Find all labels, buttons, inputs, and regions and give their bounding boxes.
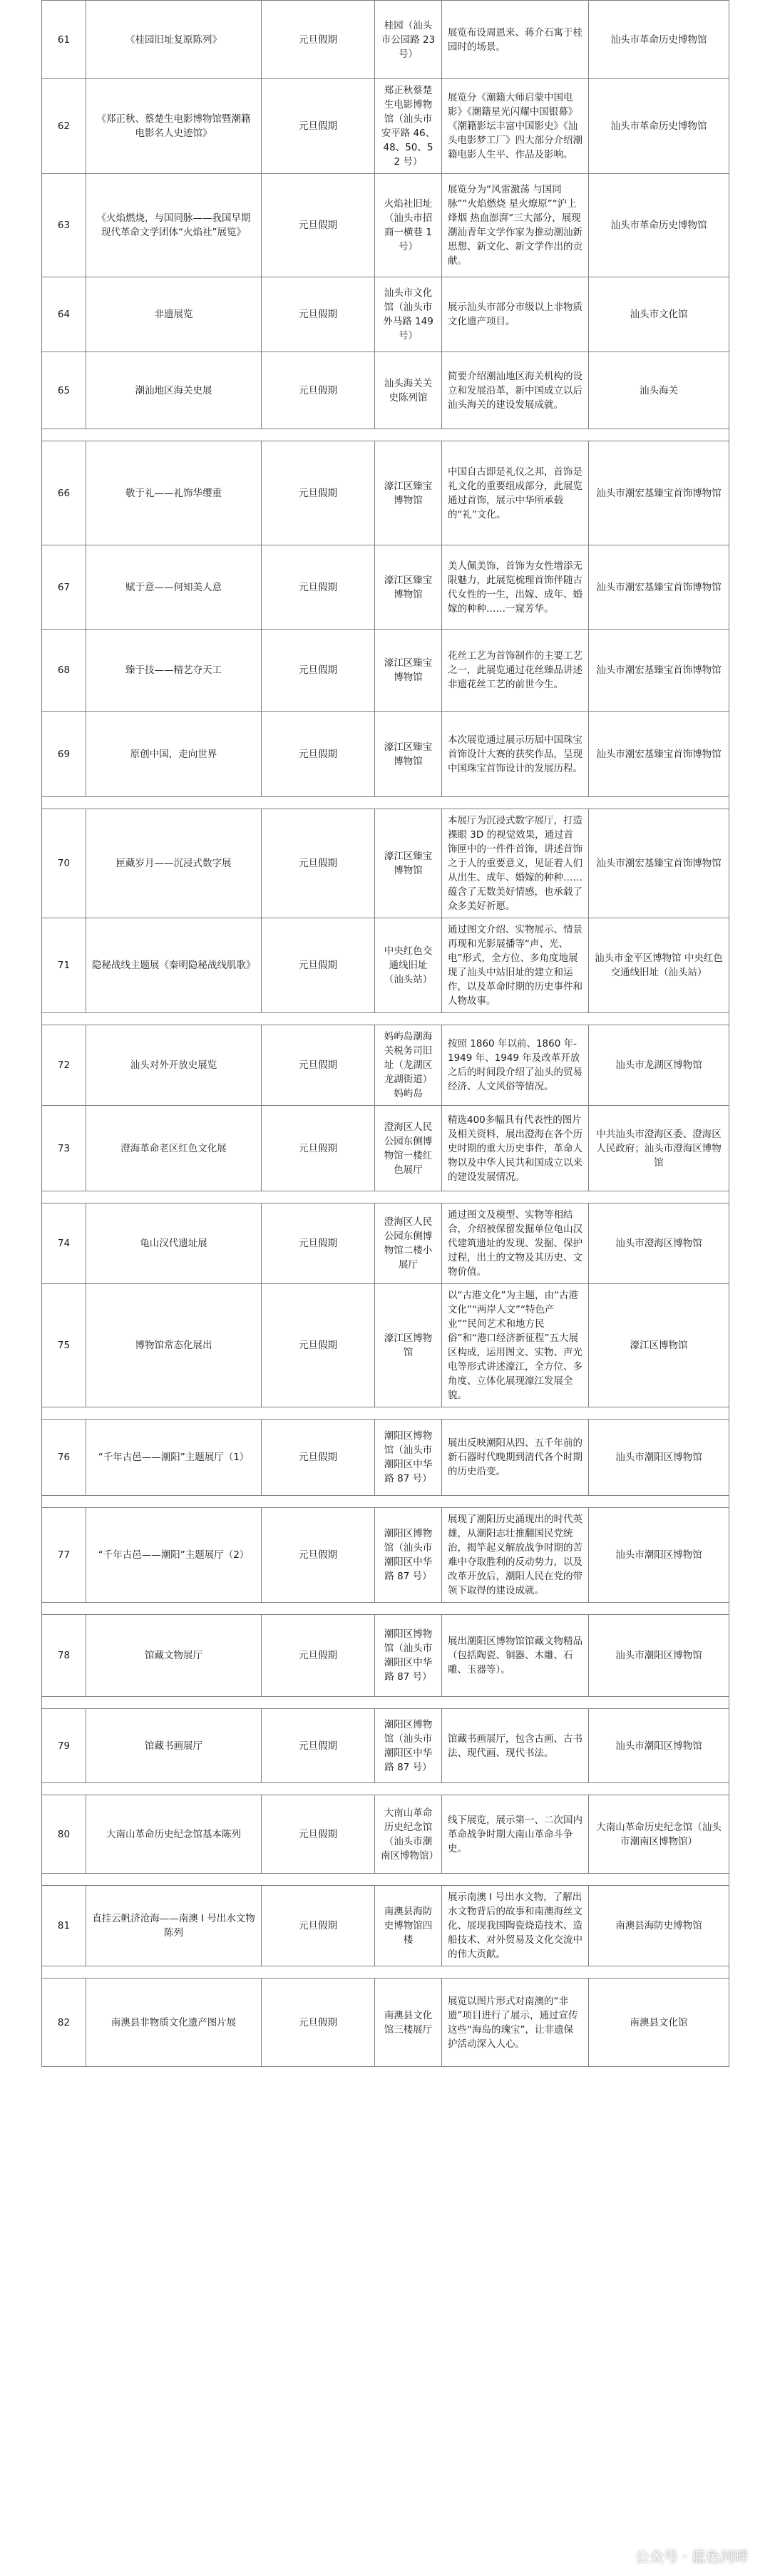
row-divider <box>42 1407 729 1420</box>
exhibition-time: 元旦假期 <box>262 1204 375 1284</box>
divider-line <box>42 1496 729 1508</box>
exhibition-name: 澄海革命老区红色文化展 <box>86 1106 262 1191</box>
row-divider <box>42 429 729 441</box>
table-row <box>42 1 729 79</box>
exhibition-name: 馆藏文物展厅 <box>86 1615 262 1697</box>
exhibition-description: 展示汕头市部分市级以上非物质文化遗产项目。 <box>442 277 589 352</box>
exhibition-location: 潮阳区博物馆（汕头市潮阳区中华路 87 号） <box>375 1420 442 1496</box>
exhibition-name: 南澳县非物质文化遗产图片展 <box>86 1979 262 2067</box>
exhibition-time: 元旦假期 <box>262 712 375 797</box>
exhibition-location: 汕头海关关史陈列馆 <box>375 352 442 429</box>
exhibition-time: 元旦假期 <box>262 352 375 429</box>
table-row <box>42 809 729 918</box>
exhibition-time: 元旦假期 <box>262 1025 375 1106</box>
exhibition-description: 展览分为“风雷激荡 与国同脉”“火焰燃烧 星火燎原”“沪上烽烟 热血澎湃”三大部分，展现潮汕青年文学作家为推动潮汕新思想、新文化、新文学作出的贡献。 <box>442 174 589 277</box>
table-row <box>42 1025 729 1106</box>
row-number: 82 <box>42 1979 86 2067</box>
organizer: 中共汕头市澄海区委、澄海区人民政府；汕头市澄海区博物馆 <box>589 1106 729 1191</box>
divider-line <box>42 1783 729 1795</box>
exhibition-description: 中国自古即是礼仪之邦，首饰是礼文化的重要组成部分，此展览通过首饰，展示中华所承载的“礼”文化。 <box>442 441 589 545</box>
exhibition-description: 展出反映潮阳从四、五千年前的新石器时代晚期到清代各个时期的历史沿变。 <box>442 1420 589 1496</box>
exhibition-time: 元旦假期 <box>262 1106 375 1191</box>
exhibition-description: 美人佩美饰，首饰为女性增添无限魅力，此展览梳理首饰伴随古代女性的一生，出嫁、成年、婚嫁的种种……一窥芳华。 <box>442 545 589 630</box>
exhibition-description: 花丝工艺为首饰制作的主要工艺之一，此展览通过花丝臻品讲述非遗花丝工艺的前世今生。 <box>442 630 589 712</box>
exhibition-name: 原创中国，走向世界 <box>86 712 262 797</box>
exhibition-name: 臻于技——精艺夺天工 <box>86 630 262 712</box>
organizer: 汕头海关 <box>589 352 729 429</box>
exhibition-location: 濠江区臻宝博物馆 <box>375 712 442 797</box>
row-number: 64 <box>42 277 86 352</box>
exhibition-name: “千年古邑——潮阳”主题展厅（2） <box>86 1508 262 1603</box>
exhibition-description: 线下展览，展示第一、二次国内革命战争时期大南山革命斗争史。 <box>442 1795 589 1874</box>
exhibition-description: 展示南澳 I 号出水文物，了解出水文物背后的故事和南澳海丝文化、展现我国陶瓷烧造技术、造船技术、对外贸易及文化交流中的伟大贡献。 <box>442 1886 589 1966</box>
exhibition-location: 南澳县海防史博物馆四楼 <box>375 1886 442 1966</box>
exhibition-time: 元旦假期 <box>262 1886 375 1966</box>
divider-line <box>42 1966 729 1979</box>
exhibition-name: 匣藏岁月——沉浸式数字展 <box>86 809 262 918</box>
divider-line <box>42 429 729 441</box>
divider-line <box>42 1697 729 1709</box>
table-row <box>42 1106 729 1191</box>
table-row <box>42 1615 729 1697</box>
exhibition-time: 元旦假期 <box>262 630 375 712</box>
exhibition-time: 元旦假期 <box>262 918 375 1013</box>
divider-line <box>42 1407 729 1420</box>
exhibition-name: 直挂云帆济沧海——南澳 I 号出水文物陈列 <box>86 1886 262 1966</box>
row-divider <box>42 1603 729 1615</box>
row-number: 66 <box>42 441 86 545</box>
exhibition-name: 非遗展览 <box>86 277 262 352</box>
organizer: 汕头市革命历史博物馆 <box>589 79 729 174</box>
exhibition-name: “千年古邑——潮阳”主题展厅（1） <box>86 1420 262 1496</box>
organizer: 汕头市革命历史博物馆 <box>589 1 729 79</box>
table-row <box>42 1284 729 1407</box>
table-row <box>42 1886 729 1966</box>
exhibition-name: 隐秘战线主题展《秦明隐秘战线肌歌》 <box>86 918 262 1013</box>
table-row <box>42 79 729 174</box>
organizer: 汕头市革命历史博物馆 <box>589 174 729 277</box>
row-number: 72 <box>42 1025 86 1106</box>
row-divider <box>42 1783 729 1795</box>
table-body <box>42 1 729 2067</box>
exhibition-name: 《郑正秋、蔡楚生电影博物馆暨潮籍电影名人史迹馆》 <box>86 79 262 174</box>
row-divider <box>42 797 729 809</box>
exhibition-location: 大南山革命历史纪念馆（汕头市潮南区博物馆） <box>375 1795 442 1874</box>
exhibition-location: 汕头市文化馆（汕头市外马路 149 号） <box>375 277 442 352</box>
table-row <box>42 630 729 712</box>
exhibition-description: 精选400多幅具有代表性的图片及相关资料，展出澄海在各个历史时期的重大历史事件，革命人物以及中华人民共和国成立以来的建设发展情况。 <box>442 1106 589 1191</box>
table-row <box>42 352 729 429</box>
exhibition-time: 元旦假期 <box>262 1709 375 1783</box>
table-row <box>42 277 729 352</box>
exhibition-time: 元旦假期 <box>262 1284 375 1407</box>
row-divider <box>42 1966 729 1979</box>
organizer: 汕头市潮宏基臻宝首饰博物馆 <box>589 809 729 918</box>
exhibition-time: 元旦假期 <box>262 809 375 918</box>
row-number: 61 <box>42 1 86 79</box>
table-row <box>42 1979 729 2067</box>
exhibition-description: 展览以图片形式对南澳的“非遗”项目进行了展示，通过宣传这些“海岛的瑰宝”，让非遗保护活动深入人心。 <box>442 1979 589 2067</box>
exhibition-time: 元旦假期 <box>262 1 375 79</box>
exhibition-name: 龟山汉代遗址展 <box>86 1204 262 1284</box>
row-number: 69 <box>42 712 86 797</box>
organizer: 南澳县海防史博物馆 <box>589 1886 729 1966</box>
exhibition-time: 元旦假期 <box>262 1615 375 1697</box>
row-number: 77 <box>42 1508 86 1603</box>
exhibition-description: 本展厅为沉浸式数字展厅，打造裸眼 3D 的视觉效果，通过首饰匣中的一件件首饰，讲述首饰之于人的重要意义，见证着人们从出生、成年、婚嫁的种种……蕴含了无数美好情感，也承载了众多美好祈愿。 <box>442 809 589 918</box>
row-number: 67 <box>42 545 86 630</box>
exhibition-name: 馆藏书画展厅 <box>86 1709 262 1783</box>
exhibition-description: 展览分《潮籍大师启蒙中国电影》《潮籍星光闪耀中国银幕》《潮籍影坛丰富中国影史》《汕头电影梦工厂》四大部分介绍潮籍电影人生平、作品及影响。 <box>442 79 589 174</box>
divider-line <box>42 1191 729 1204</box>
organizer: 汕头市澄海区博物馆 <box>589 1204 729 1284</box>
table-row <box>42 1508 729 1603</box>
exhibition-time: 元旦假期 <box>262 1795 375 1874</box>
exhibition-location: 澄海区人民公园东侧博物馆一楼红色展厅 <box>375 1106 442 1191</box>
divider-line <box>42 1603 729 1615</box>
row-divider <box>42 1496 729 1508</box>
exhibition-time: 元旦假期 <box>262 545 375 630</box>
organizer: 大南山革命历史纪念馆（汕头市潮南区博物馆） <box>589 1795 729 1874</box>
divider-line <box>42 1874 729 1886</box>
row-number: 65 <box>42 352 86 429</box>
row-number: 73 <box>42 1106 86 1191</box>
row-number: 70 <box>42 809 86 918</box>
row-number: 80 <box>42 1795 86 1874</box>
exhibition-name: 敬于礼——礼饰华缨重 <box>86 441 262 545</box>
exhibition-location: 火焰社旧址（汕头市招商一横巷 1 号） <box>375 174 442 277</box>
exhibition-description: 本次展览通过展示历届中国珠宝首饰设计大赛的获奖作品，呈现中国珠宝首饰设计的发展历程。 <box>442 712 589 797</box>
organizer: 汕头市潮宏基臻宝首饰博物馆 <box>589 630 729 712</box>
watermark <box>605 2545 749 2566</box>
row-number: 78 <box>42 1615 86 1697</box>
row-divider <box>42 1874 729 1886</box>
exhibition-time: 元旦假期 <box>262 441 375 545</box>
exhibition-time: 元旦假期 <box>262 1979 375 2067</box>
exhibition-location: 潮阳区博物馆（汕头市潮阳区中华路 87 号） <box>375 1709 442 1783</box>
organizer: 汕头市潮宏基臻宝首饰博物馆 <box>589 712 729 797</box>
exhibition-description: 通过图文及模型、实物等相结合，介绍被保留发掘单位龟山汉代建筑遗址的发现、发掘、保护过程，出土的文物及其历史、文物价值。 <box>442 1204 589 1284</box>
row-number: 74 <box>42 1204 86 1284</box>
exhibition-description: 简要介绍潮汕地区海关机构的设立和发展沿革，新中国成立以后汕头海关的建设发展成就。 <box>442 352 589 429</box>
organizer: 汕头市龙湖区博物馆 <box>589 1025 729 1106</box>
exhibition-description: 以“古港文化”为主题，由“古港文化”“两岸人文”“特色产业”“民间艺术和地方民俗”和“港口经济新征程”五大展区构成，运用图文、实物、声光电等形式讲述濠江，全方位、多角度、立体化展现濠江发展全貌。 <box>442 1284 589 1407</box>
exhibition-time: 元旦假期 <box>262 1508 375 1603</box>
exhibition-description: 展览布设周恩来、蒋介石寓于桂园时的场景。 <box>442 1 589 79</box>
row-number: 68 <box>42 630 86 712</box>
table-row <box>42 174 729 277</box>
row-number: 62 <box>42 79 86 174</box>
table-row <box>42 1204 729 1284</box>
exhibition-location: 中央红色交通线旧址（汕头站） <box>375 918 442 1013</box>
exhibition-description: 展出潮阳区博物馆馆藏文物精品（包括陶瓷、铜器、木雕、石雕、玉器等）。 <box>442 1615 589 1697</box>
exhibition-name: 博物馆常态化展出 <box>86 1284 262 1407</box>
table-row <box>42 1795 729 1874</box>
exhibition-location: 潮阳区博物馆（汕头市潮阳区中华路 87 号） <box>375 1508 442 1603</box>
exhibition-name: 大南山革命历史纪念馆基本陈列 <box>86 1795 262 1874</box>
organizer: 汕头市潮宏基臻宝首饰博物馆 <box>589 441 729 545</box>
row-divider <box>42 1191 729 1204</box>
organizer: 汕头市潮阳区博物馆 <box>589 1709 729 1783</box>
organizer: 南澳县文化馆 <box>589 1979 729 2067</box>
exhibition-location: 濠江区臻宝博物馆 <box>375 441 442 545</box>
exhibition-time: 元旦假期 <box>262 1420 375 1496</box>
exhibition-location: 濠江区臻宝博物馆 <box>375 630 442 712</box>
watermark-text: 公众号 · 蓝色河畔 <box>635 2548 749 2565</box>
exhibition-name: 潮汕地区海关史展 <box>86 352 262 429</box>
exhibition-location: 濠江区臻宝博物馆 <box>375 809 442 918</box>
table-row <box>42 918 729 1013</box>
organizer: 濠江区博物馆 <box>589 1284 729 1407</box>
table-row <box>42 441 729 545</box>
organizer: 汕头市潮阳区博物馆 <box>589 1420 729 1496</box>
exhibition-time: 元旦假期 <box>262 277 375 352</box>
row-number: 71 <box>42 918 86 1013</box>
row-number: 76 <box>42 1420 86 1496</box>
exhibition-description: 馆藏书画展厅，包含古画、古书法、现代画、现代书法。 <box>442 1709 589 1783</box>
wechat-icon <box>605 2547 630 2565</box>
row-number: 79 <box>42 1709 86 1783</box>
row-divider <box>42 1697 729 1709</box>
exhibition-location: 桂园（汕头市公园路 23 号） <box>375 1 442 79</box>
table-row <box>42 1709 729 1783</box>
exhibition-location: 濠江区臻宝博物馆 <box>375 545 442 630</box>
divider-line <box>42 797 729 809</box>
table-row <box>42 1420 729 1496</box>
organizer: 汕头市文化馆 <box>589 277 729 352</box>
table-row <box>42 545 729 630</box>
exhibition-location: 濠江区博物馆 <box>375 1284 442 1407</box>
table-row <box>42 712 729 797</box>
exhibition-name: 《火焰燃烧，与国同脉——我国早期现代革命文学团体“火焰社”展览》 <box>86 174 262 277</box>
exhibition-description: 通过图文介绍、实物展示、情景再现和光影展播等“声、光、电”形式，全方位、多角度地展现了汕头中站旧址的建立和运作，以及革命时期的历史事件和人物故事。 <box>442 918 589 1013</box>
exhibition-name: 赋于意——何知美人意 <box>86 545 262 630</box>
exhibition-table <box>41 0 729 2067</box>
exhibition-location: 妈屿岛潮海关税务司旧址（龙湖区龙湖街道）妈屿岛 <box>375 1025 442 1106</box>
organizer: 汕头市金平区博物馆 中央红色交通线旧址（汕头站） <box>589 918 729 1013</box>
exhibition-description: 展现了潮阳历史涌现出的时代英雄，从潮阳志壮推翻国民党统治，揭竿起义解放战争时期的苦难中夺取胜利的反动势力，以及改革开放后，潮阳人民在党的带领下取得的建设成就。 <box>442 1508 589 1603</box>
organizer: 汕头市潮宏基臻宝首饰博物馆 <box>589 545 729 630</box>
exhibition-time: 元旦假期 <box>262 174 375 277</box>
exhibition-location: 南澳县文化馆三楼展厅 <box>375 1979 442 2067</box>
exhibition-location: 潮阳区博物馆（汕头市潮阳区中华路 87 号） <box>375 1615 442 1697</box>
exhibition-name: 《桂园旧址复原陈列》 <box>86 1 262 79</box>
exhibition-location: 郑正秋蔡楚生电影博物馆（汕头市安平路 46、48、50、52 号） <box>375 79 442 174</box>
row-divider <box>42 1013 729 1025</box>
exhibition-time: 元旦假期 <box>262 79 375 174</box>
exhibition-description: 按照 1860 年以前、1860 年-1949 年、1949 年及改革开放之后的时间段介绍了汕头的贸易经济、人文风俗等情况。 <box>442 1025 589 1106</box>
divider-line <box>42 1013 729 1025</box>
exhibition-location: 澄海区人民公园东侧博物馆二楼小展厅 <box>375 1204 442 1284</box>
organizer: 汕头市潮阳区博物馆 <box>589 1508 729 1603</box>
organizer: 汕头市潮阳区博物馆 <box>589 1615 729 1697</box>
exhibition-name: 汕头对外开放史展览 <box>86 1025 262 1106</box>
row-number: 75 <box>42 1284 86 1407</box>
row-number: 63 <box>42 174 86 277</box>
row-number: 81 <box>42 1886 86 1966</box>
